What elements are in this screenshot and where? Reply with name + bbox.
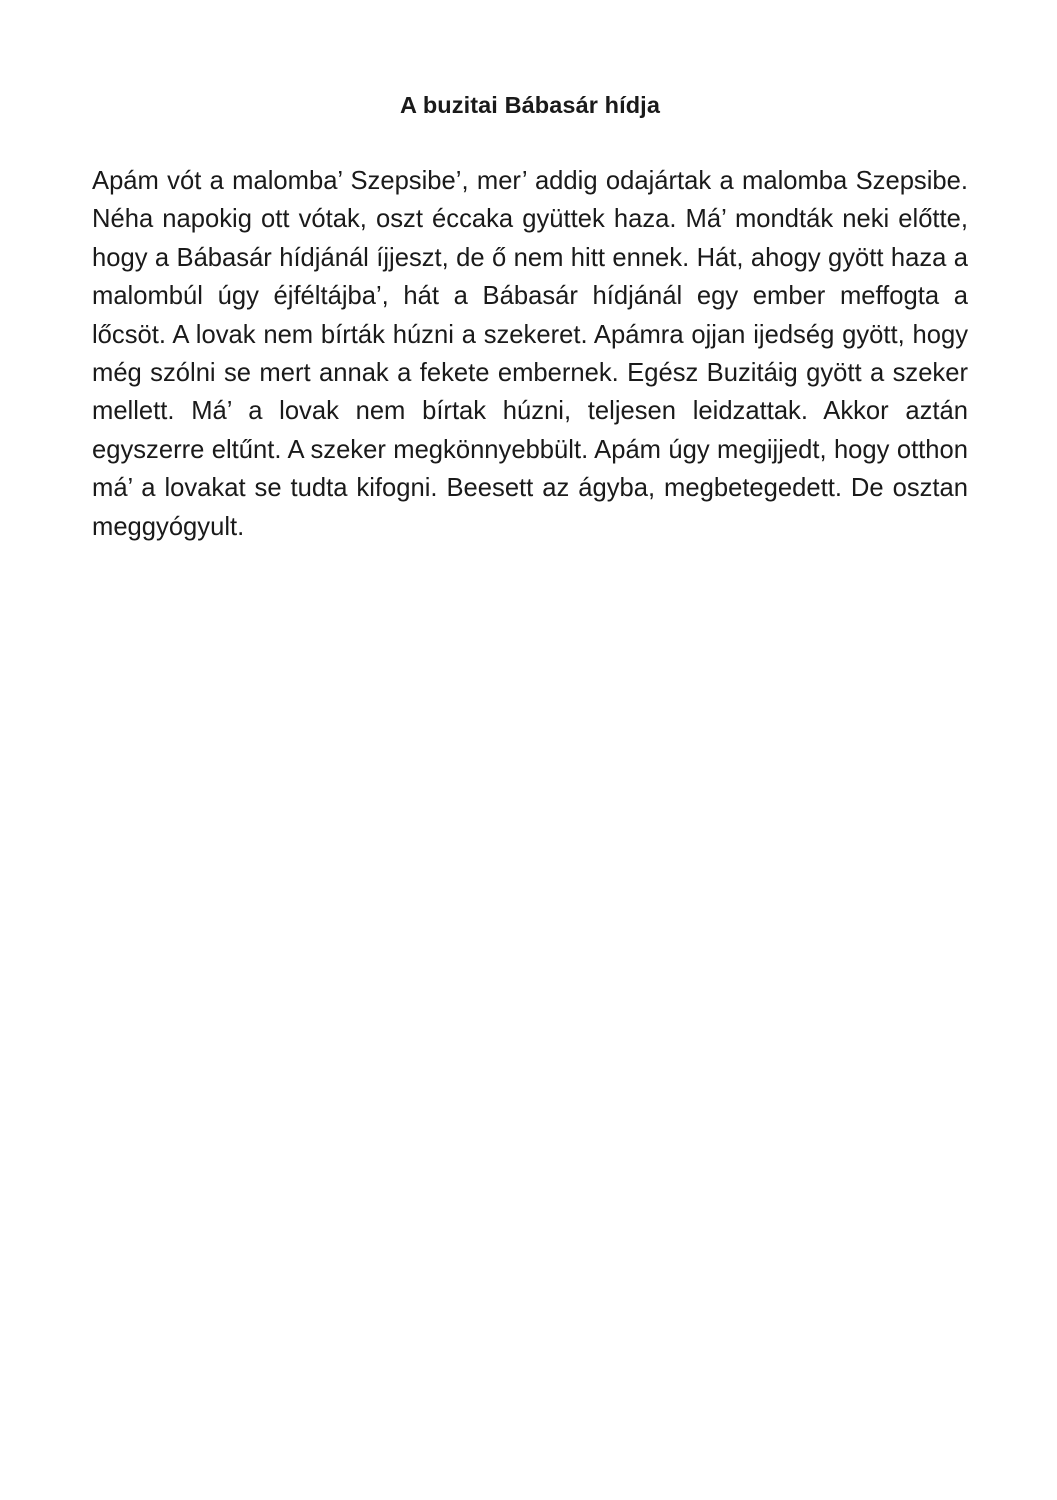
page-title: A buzitai Bábasár hídja	[400, 92, 660, 118]
body-paragraph: Apám vót a malomba’ Szepsibe’, mer’ addig odajártak a malomba Szepsibe. Néha napokig ott vótak, oszt éccaka gyüttek haza. Má’ mondták neki előtte, hogy a Bábasár hídjánál íjjeszt, de ő nem hitt ennek. Hát, ahogy gyött haza a malombúl úgy éjféltájba’, hát a Bábasár hídjánál egy ember meffogta a lőcsöt. A lovak nem bírták húzni a szekeret. Apámra ojjan ijedség gyött, hogy még szólni se mert annak a fekete embernek. Egész Buzitáig gyött a szeker mellett. Má’ a lovak nem bírtak húzni, teljesen leidzattak. Akkor aztán egyszerre eltűnt. A szeker megkönnyebbült. Apám úgy megijjedt, hogy otthon má’ a lovakat se tudta kifogni. Beesett az ágyba, megbetegedett. De osztan meggyógyult.	[92, 167, 968, 541]
